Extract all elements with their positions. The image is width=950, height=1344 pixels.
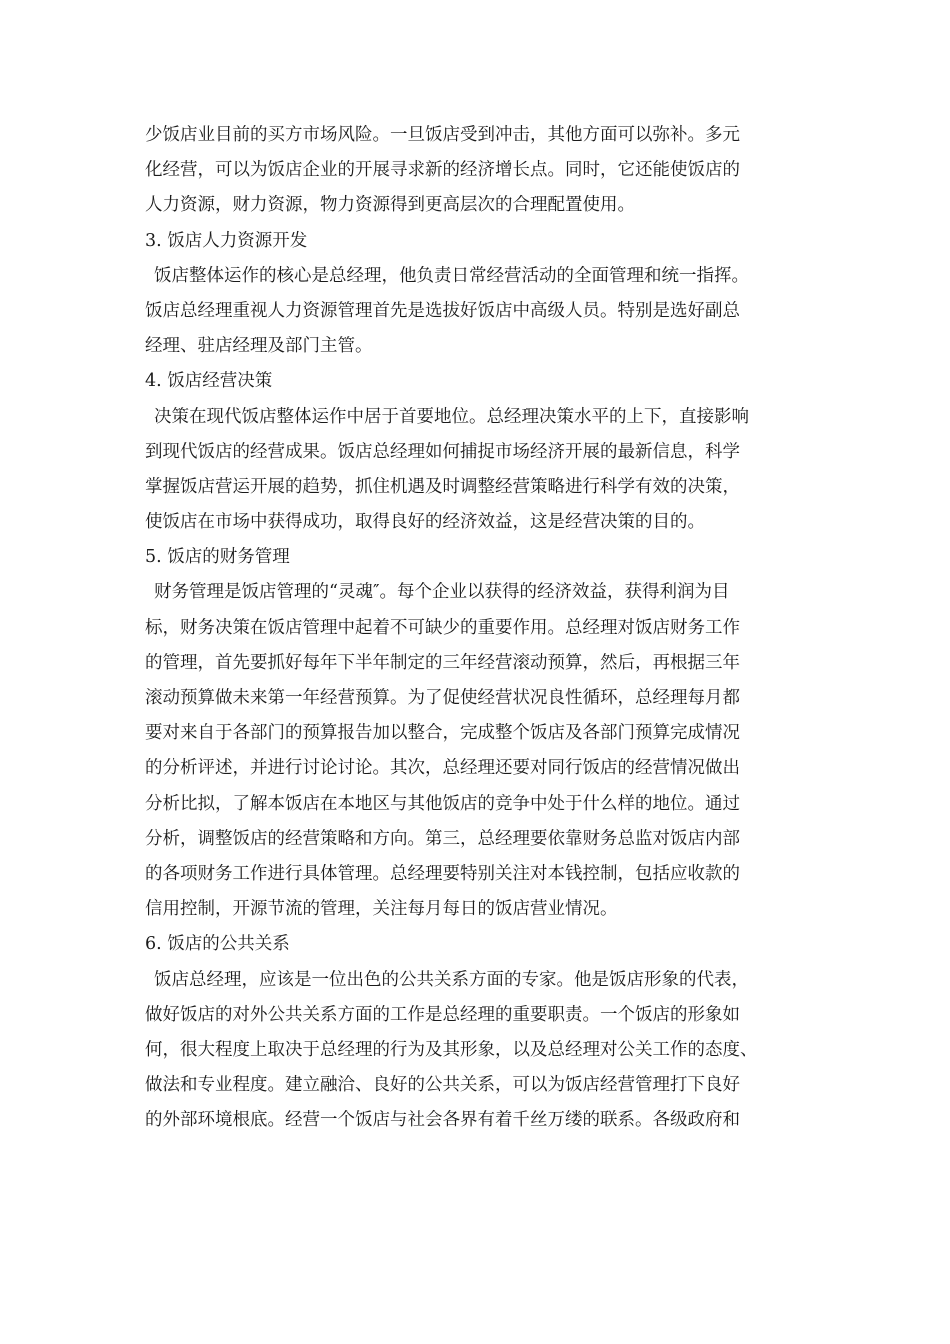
paragraph-line: 使饭店在市场中获得成功，取得良好的经济效益，这是经营决策的目的。 — [145, 512, 705, 533]
paragraph-line: 少饭店业目前的买方市场风险。一旦饭店受到冲击，其他方面可以弥补。多元 — [145, 125, 740, 145]
paragraph-line: 到现代饭店的经营成果。饭店总经理如何捕捉市场经济开展的最新信息，科学 — [145, 441, 740, 462]
section-heading: 4. 饭店经营决策 — [145, 371, 273, 392]
paragraph-line: 何，很大程度上取决于总经理的行为及其形象，以及总经理对公关工作的态度、 — [145, 1039, 758, 1060]
paragraph-line: 分析比拟，了解本饭店在本地区与其他饭店的竞争中处于什么样的地位。通过 — [145, 793, 740, 814]
paragraph-line: 人力资源，财力资源，物力资源得到更高层次的合理配置使用。 — [145, 195, 635, 216]
paragraph-line: 经理、驻店经理及部门主管。 — [145, 336, 373, 357]
section-heading: 6. 饭店的公共关系 — [145, 934, 290, 955]
paragraph-line: 的外部环境根底。经营一个饭店与社会各界有着千丝万缕的联系。各级政府和 — [145, 1110, 740, 1131]
paragraph-line: 分析，调整饭店的经营策略和方向。第三，总经理要依靠财务总监对饭店内部 — [145, 828, 740, 849]
paragraph-line: 的管理，首先要抓好每年下半年制定的三年经营滚动预算，然后，再根据三年 — [145, 652, 740, 673]
paragraph-line: 滚动预算做未来第一年经营预算。为了促使经营状况良性循环，总经理每月都 — [145, 688, 740, 708]
section-heading: 3. 饭店人力资源开发 — [145, 230, 308, 251]
paragraph-line: 饭店整体运作的核心是总经理，他负责日常经营活动的全面管理和统一指挥。 — [154, 265, 749, 286]
paragraph-line: 决策在现代饭店整体运作中居于首要地位。总经理决策水平的上下，直接影响 — [154, 406, 749, 427]
paragraph-line: 做好饭店的对外公共关系方面的工作是总经理的重要职责。一个饭店的形象如 — [145, 1004, 740, 1025]
paragraph-line: 财务管理是饭店管理的“灵魂″。每个企业以获得的经济效益，获得利润为目 — [154, 582, 730, 603]
paragraph-line: 掌握饭店营运开展的趋势，抓住机遇及时调整经营策略进行科学有效的决策， — [145, 476, 740, 497]
paragraph-line: 的各项财务工作进行具体管理。总经理要特别关注对本钱控制，包括应收款的 — [145, 863, 740, 884]
paragraph-line: 做法和专业程度。建立融洽、良好的公共关系，可以为饭店经营管理打下良好 — [145, 1075, 740, 1096]
paragraph-line: 饭店总经理，应该是一位出色的公共关系方面的专家。他是饭店形象的代表， — [154, 969, 749, 990]
paragraph-line: 的分析评述，并进行讨论讨论。其次，总经理还要对同行饭店的经营情况做出 — [145, 758, 740, 779]
document-body — [145, 118, 810, 1138]
paragraph-line: 饭店总经理重视人力资源管理首先是选拔好饭店中高级人员。特别是选好副总 — [145, 300, 740, 321]
section-heading: 5. 饭店的财务管理 — [145, 547, 290, 568]
paragraph-line: 化经营，可以为饭店企业的开展寻求新的经济增长点。同时，它还能使饭店的 — [145, 160, 740, 181]
paragraph-line: 要对来自于各部门的预算报告加以整合，完成整个饭店及各部门预算完成情况 — [145, 723, 740, 744]
paragraph-line: 信用控制，开源节流的管理，关注每月每日的饭店营业情况。 — [145, 899, 618, 920]
paragraph-line: 标，财务决策在饭店管理中起着不可缺少的重要作用。总经理对饭店财务工作 — [145, 617, 740, 638]
